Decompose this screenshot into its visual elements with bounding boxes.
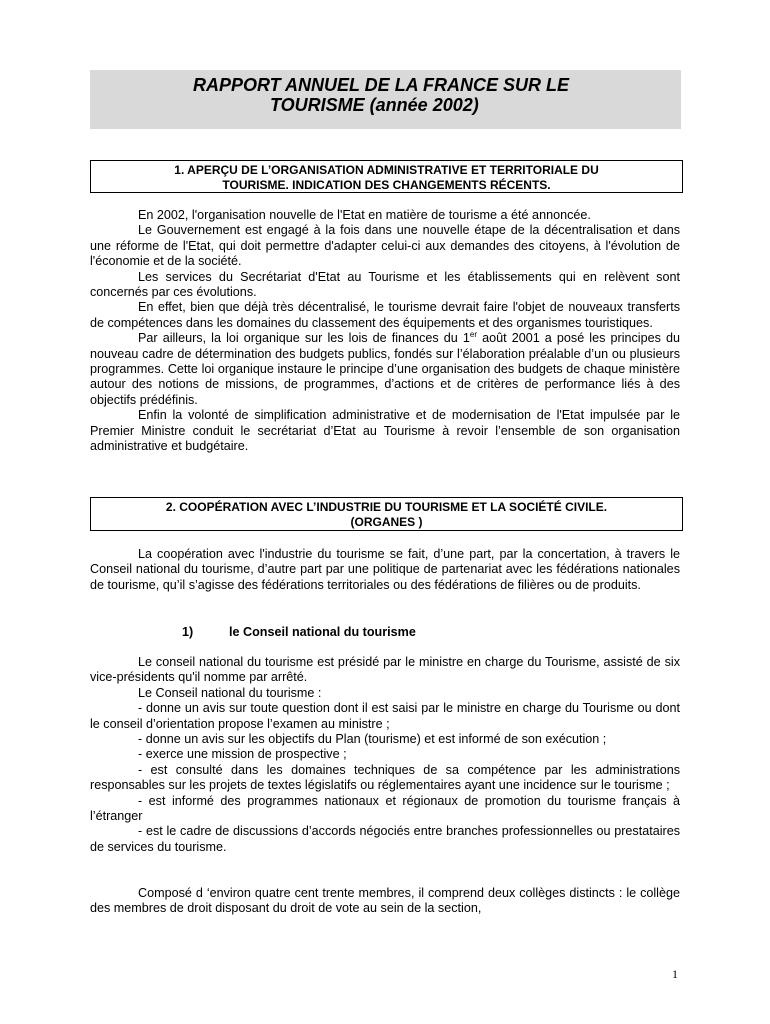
report-title-line-2: TOURISME (année 2002) bbox=[270, 95, 479, 115]
section-1-paragraph-6: Enfin la volonté de simplification administrative et de modernisation de l'Etat impulsée par le Premier Ministre conduit le secrétariat d’Etat au Tourisme à revoir l’ensemble de son organisation administrative et budgétaire. bbox=[90, 408, 680, 454]
page-number: 1 bbox=[672, 967, 678, 981]
council-paragraph-1: Le conseil national du tourisme est présidé par le ministre en charge du Tourisme, assisté de six vice-présidents qu'il nomme par arrêté. bbox=[90, 655, 680, 685]
section-1-paragraph-3: Les services du Secrétariat d'Etat au Tourisme et les établissements qui en relèvent sont concernés par ces évolutions. bbox=[90, 269, 680, 300]
section-1-paragraph-2: Le Gouvernement est engagé à la fois dans une nouvelle étape de la décentralisation et dans une réforme de l'Etat, qui doit permettre d'adapter celui-ci aux demandes des citoyens, à l'évolution de l'économie et de la société. bbox=[90, 223, 680, 269]
subsection-title: le Conseil national du tourisme bbox=[229, 625, 416, 639]
ordinal-superscript: er bbox=[469, 330, 477, 340]
section-2-heading bbox=[90, 497, 683, 531]
section-2-intro bbox=[90, 547, 680, 593]
section-1-body bbox=[90, 208, 680, 455]
section-2-heading-line-1: 2. COOPÉRATION AVEC L’INDUSTRIE DU TOURISME ET LA SOCIÉTÉ CIVILE. bbox=[165, 500, 608, 514]
council-bullet-5: - est informé des programmes nationaux et régionaux de promotion du tourisme français à l’étranger bbox=[90, 793, 680, 824]
council-bullet-4: - est consulté dans les domaines techniques de sa compétence par les administrations responsables sur les projets de textes législatifs ou réglementaires ayant une incidence sur le tourisme ; bbox=[90, 762, 680, 793]
subsection-number: 1) bbox=[182, 625, 194, 639]
section-1-paragraph-5 bbox=[90, 331, 680, 408]
council-bullet-6: - est le cadre de discussions d’accords négociés entre branches professionnelles ou prestataires de services du tourisme. bbox=[90, 824, 680, 854]
council-bullet-2: - donne un avis sur les objectifs du Plan (tourisme) et est informé de son exécution ; bbox=[138, 732, 607, 747]
section-2-council-body bbox=[90, 655, 680, 855]
section-1-heading-line-2: TOURISME. INDICATION DES CHANGEMENTS RÉCENTS. bbox=[222, 178, 551, 192]
section-1-paragraph-1: En 2002, l'organisation nouvelle de l'Etat en matière de tourisme a été annoncée. bbox=[138, 208, 591, 222]
composition-paragraph: Composé d ‘environ quatre cent trente membres, il comprend deux collèges distincts : le collège des membres de droit disposant du droit de vote au sein de la section, bbox=[90, 886, 680, 916]
council-paragraph-2: Le Conseil national du tourisme : bbox=[138, 685, 322, 700]
section-1-paragraph-4: En effet, bien que déjà très décentralisé, le tourisme devrait faire l'objet de nouveaux transferts de compétences dans les domaines du classement des équipements et des organismes touristiques. bbox=[90, 300, 680, 330]
council-bullet-3: - exerce une mission de prospective ; bbox=[138, 747, 347, 762]
section-1-paragraph-5-start: Par ailleurs, la loi organique sur les lois de finances du 1 bbox=[138, 331, 470, 346]
section-2-composition bbox=[90, 886, 680, 917]
section-1-paragraph-5-end: août 2001 a posé les principes du nouveau cadre de détermination des budgets publics, fondés sur l’élaboration préalable d’un ou plusieurs programmes. Cette loi organique instaure le principe d’une organisation des budgets de chaque ministère autour des notions de missions, de programmes, d’actions et de critères de performance liés à des objectifs prédéfinis. bbox=[90, 331, 681, 407]
council-bullet-1: - donne un avis sur toute question dont il est saisi par le ministre en charge du Tourisme ou dont le conseil d’orientation propose l’examen au ministre ; bbox=[90, 701, 680, 731]
section-2-heading-line-2: (ORGANES ) bbox=[350, 515, 423, 529]
section-1-heading-line-1: 1. APERÇU DE L’ORGANISATION ADMINISTRATIVE ET TERRITORIALE DU bbox=[174, 163, 599, 177]
section-1-heading bbox=[90, 160, 683, 193]
report-title-line-1: RAPPORT ANNUEL DE LA FRANCE SUR LE bbox=[193, 75, 570, 95]
section-2-paragraph-1: La coopération avec l'industrie du tourisme se fait, d’une part, par la concertation, à travers le Conseil national du tourisme, d’autre part par une politique de partenariat avec les fédérations nationales de tourisme, qu’il s’agisse des fédérations territoriales ou des fédérations de filières ou de produits. bbox=[90, 547, 680, 592]
report-title-banner bbox=[90, 70, 681, 129]
